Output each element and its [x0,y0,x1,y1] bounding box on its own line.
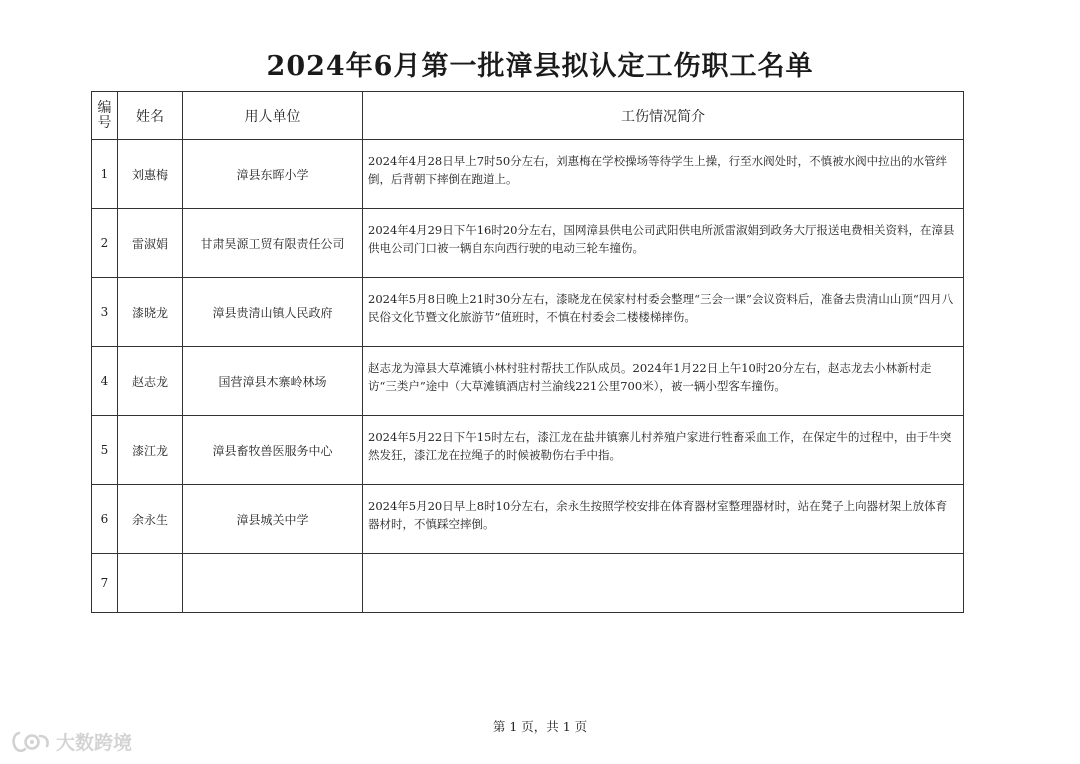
row-description: 2024年5月8日晚上21时30分左右，漆晓龙在侯家村村委会整理“三会一课”会议资料后，准备去贵清山山顶“四月八民俗文化节暨文化旅游节”值班时，不慎在村委会二楼楼梯摔伤。 [368,292,954,324]
page-title: 2024年6月第一批漳县拟认定工伤职工名单 [266,51,814,82]
row-name [118,554,183,613]
table-row [92,485,964,554]
table-row [92,554,964,613]
row-description: 2024年5月20日早上8时10分左右，余永生按照学校安排在体育器材室整理器材时，站在凳子上向器材架上放体育器材时，不慎踩空摔倒。 [368,499,948,531]
row-description-cell [363,554,964,613]
row-employer: 漳县东晖小学 [183,140,363,209]
row-name: 赵志龙 [118,347,183,416]
row-number: 3 [92,278,118,347]
table-row [92,347,964,416]
row-number: 6 [92,485,118,554]
row-description: 2024年4月29日下午16时20分左右，国网漳县供电公司武阳供电所派雷淑娟到政务大厅报送电费相关资料，在漳县供电公司门口被一辆自东向西行驶的电动三轮车撞伤。 [368,223,955,255]
row-employer: 国营漳县木寨岭林场 [183,347,363,416]
row-description: 2024年5月22日下午15时左右，漆江龙在盐井镇寨儿村养殖户家进行牲畜采血工作，在保定牛的过程中，由于牛突然发狂，漆江龙在拉绳子的时候被勒伤右手中指。 [368,430,952,462]
table-row [92,278,964,347]
row-number: 1 [92,140,118,209]
watermark [10,728,132,755]
watermark-text: 大数跨境 [56,732,133,754]
row-number: 4 [92,347,118,416]
row-name: 雷淑娟 [118,209,183,278]
row-description: 赵志龙为漳县大草滩镇小林村驻村帮扶工作队成员。2024年1月22日上午10时20分左右，赵志龙去小林新村走访“三类户”途中（大草滩镇酒店村兰渝线221公里700米），被一辆小型客车撞伤。 [368,361,932,393]
page-footer: 第 1 页，共 1 页 [492,719,588,734]
header-number-char-1: 编 [97,99,112,116]
row-description-cell [363,209,964,278]
row-description-cell [363,347,964,416]
header-number-char-2: 号 [97,114,112,131]
row-description-cell [363,278,964,347]
row-employer: 漳县城关中学 [183,485,363,554]
row-employer: 甘肃昊源工贸有限责任公司 [183,209,363,278]
row-description-cell [363,140,964,209]
row-description-cell [363,485,964,554]
table-row [92,416,964,485]
header-name: 姓名 [118,92,183,140]
header-employer: 用人单位 [183,92,363,140]
row-employer [183,554,363,613]
row-employer: 漳县贵清山镇人民政府 [183,278,363,347]
row-number: 7 [92,554,118,613]
injury-roster-table [91,91,964,613]
row-description-cell [363,416,964,485]
row-name: 刘惠梅 [118,140,183,209]
row-number: 2 [92,209,118,278]
row-name: 漆江龙 [118,416,183,485]
header-description: 工伤情况简介 [363,92,964,140]
row-number: 5 [92,416,118,485]
table-row [92,209,964,278]
row-name: 漆晓龙 [118,278,183,347]
row-name: 余永生 [118,485,183,554]
watermark-logo-icon [10,729,52,755]
table-row [92,140,964,209]
header-number [92,92,118,140]
row-employer: 漳县畜牧兽医服务中心 [183,416,363,485]
row-description: 2024年4月28日早上7时50分左右，刘惠梅在学校操场等待学生上操，行至水阀处时，不慎被水阀中拉出的水管绊倒，后背朝下摔倒在跑道上。 [368,154,948,186]
table-header-row [92,92,964,140]
